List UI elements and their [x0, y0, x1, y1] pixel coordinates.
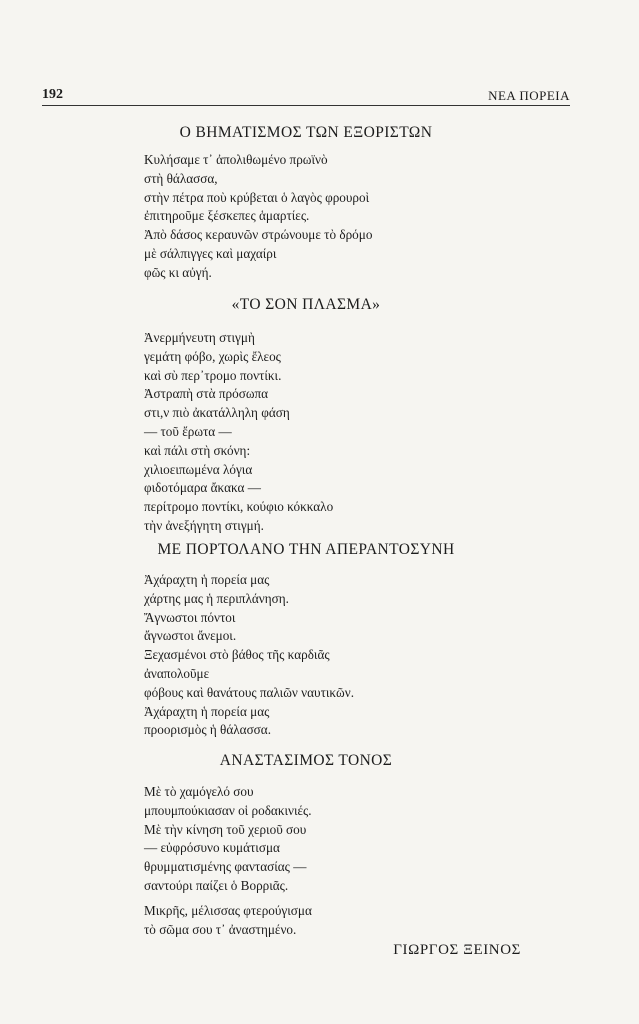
poem-title: «ΤΟ ΣΟΝ ΠΛΑΣΜΑ» — [231, 296, 381, 313]
page-header — [42, 87, 570, 106]
verse-line: φῶς κι αὐγή. — [144, 264, 212, 280]
verse-line: περίτρομο ποντίκι, κούφιο κόκκαλο — [144, 499, 334, 515]
verse-line: καὶ σὺ περ᾿τρομο ποντίκι. — [144, 367, 282, 383]
verse-line: χάρτης μας ἡ περιπλάνηση. — [144, 590, 289, 606]
poem-stanza — [144, 329, 333, 536]
verse-line: σαντούρι παίζει ὁ Βορριᾶς. — [144, 877, 289, 893]
verse-line: Ἀνερμήνευτη στιγμὴ — [144, 330, 255, 345]
verse-line: Ἀχάραχτη ἡ πορεία μας — [144, 703, 270, 719]
verse-line: τὸ σῶμα σου τ᾿ ἀναστημένο. — [144, 921, 297, 937]
verse-line: φιδοτόμαρα ἄκακα — — [144, 480, 261, 496]
verse-line: — τοῦ ἔρωτα — — [144, 423, 232, 439]
verse-line: Ἀπὸ δάσος κεραυνῶν στρώνουμε τὸ δρόμο — [144, 227, 373, 243]
verse-line: μπουμπούκιασαν οἱ ροδακινιές. — [144, 802, 312, 818]
verse-line: Ξεχασμένοι στὸ βάθος τῆς καρδιᾶς — [144, 647, 330, 663]
verse-line: ἀναπολοῦμε — [144, 665, 210, 681]
poem-title: Ο ΒΗΜΑΤΙΣΜΟΣ ΤΩΝ ΕΞΟΡΙΣΤΩΝ — [179, 124, 433, 141]
poem-stanza — [144, 571, 354, 740]
verse-line: Μικρῆς, μέλισσας φτερούγισμα — [144, 903, 312, 918]
page-number: 192 — [42, 87, 63, 102]
verse-line: καὶ πάλι στὴ σκόνη: — [144, 442, 251, 458]
verse-line: γεμάτη φόβο, χωρὶς ἔλεος — [144, 348, 281, 364]
verse-line: μὲ σάλπιγγες καὶ μαχαίρι — [144, 245, 277, 261]
poem-title: ΑΝΑΣΤΑΣΙΜΟΣ ΤΟΝΟΣ — [219, 752, 393, 769]
verse-line: χιλιοειπωμένα λόγια — [144, 461, 253, 477]
author-signature: ΓΙΩΡΓΟΣ ΞΕΙΝΟΣ — [393, 942, 521, 958]
verse-line: ἄγνωστοι ἄνεμοι. — [144, 628, 237, 644]
verse-line: — εὐφρόσυνο κυμάτισμα — [144, 840, 280, 856]
verse-line: Ἀστραπὴ στὰ πρόσωπα — [144, 386, 269, 402]
poem-title: ΜΕ ΠΟΡΤΟΛΑΝΟ ΤΗΝ ΑΠΕΡΑΝΤΟΣΥΝΗ — [157, 541, 455, 558]
verse-line: προορισμὸς ἡ θάλασσα. — [144, 722, 271, 738]
verse-line: στι,ν πιὸ ἀκατάλληλη φάση — [144, 405, 290, 421]
verse-line: Ἀχάραχτη ἡ πορεία μας — [144, 572, 270, 587]
verse-line: ἐπιτηροῦμε ξέσκεπες ἁμαρτίες. — [144, 208, 310, 224]
verse-line: θρυμματισμένης φαντασίας — — [144, 859, 307, 875]
verse-line: Μὲ τὴν κίνηση τοῦ χεριοῦ σου — [144, 821, 307, 837]
poem-stanza — [144, 902, 312, 940]
journal-title: ΝΕΑ ΠΟΡΕΙΑ — [488, 88, 570, 103]
verse-line: Ἄγνωστοι πόντοι — [144, 609, 236, 625]
verse-line: φόβους καὶ θανάτους παλιῶν ναυτικῶν. — [144, 684, 355, 700]
verse-line: στὴν πέτρα ποὺ κρύβεται ὁ λαγὸς φρουροὶ — [144, 189, 370, 205]
verse-line: τὴν ἀνεξήγητη στιγμή. — [144, 517, 264, 533]
verse-line: στὴ θάλασσα, — [144, 170, 218, 186]
poem-stanza — [144, 151, 372, 283]
verse-line: Κυλήσαμε τ᾿ ἀπολιθωμένο πρωϊνὸ — [144, 152, 328, 167]
verse-line: Μὲ τὸ χαμόγελό σου — [144, 784, 254, 799]
poem-stanza — [144, 783, 312, 896]
